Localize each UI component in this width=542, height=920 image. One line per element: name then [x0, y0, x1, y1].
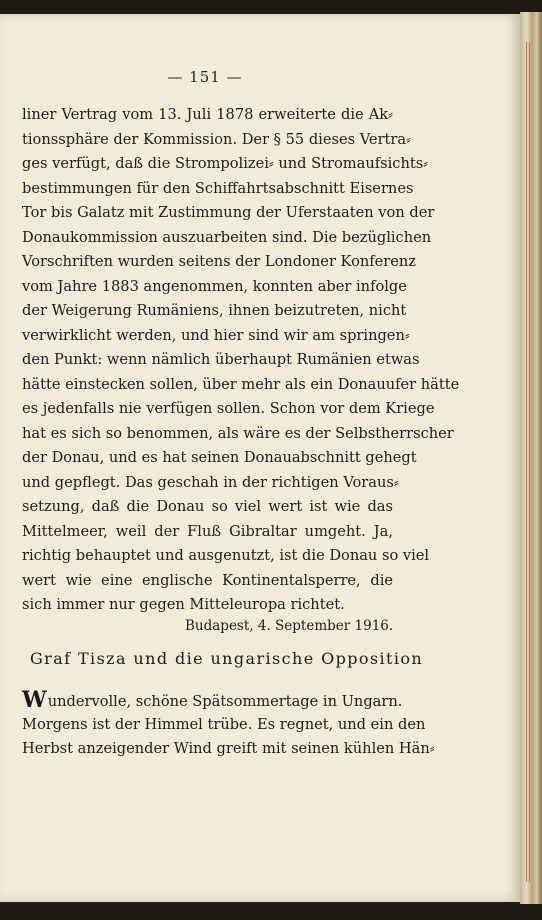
page-edge-line: [529, 42, 530, 882]
body-text-line: ges verfügt, daß die Strompolizei⸗ und Stromaufsichts⸗: [22, 155, 429, 172]
body-text-line: Donaukommission auszuarbeiten sind. Die bezüglichen: [22, 228, 432, 246]
body-text-line: den Punkt: wenn nämlich überhaupt Rumänien etwas: [22, 351, 420, 368]
body-text-line: liner Vertrag vom 13. Juli 1878 erweiterte die Ak⸗: [22, 106, 393, 123]
body-text-line: tionssphäre der Kommission. Der § 55 dieses Vertra⸗: [22, 130, 411, 148]
body-text-line: Mittelmeer, weil der Fluß Gibraltar umgeht. Ja,: [22, 522, 393, 540]
drop-cap: W: [22, 687, 47, 713]
page-number: — 151 —: [167, 68, 243, 86]
body-text-line: Morgens ist der Himmel trübe. Es regnet, und ein den: [22, 715, 426, 733]
body-text-line: Vorschriften wurden seitens der Londoner Konferenz: [22, 253, 416, 270]
body-text-line: setzung, daß die Donau so viel wert ist wie das: [22, 498, 393, 515]
body-text-line: der Donau, und es hat seinen Donauabschnitt gehegt: [22, 449, 417, 466]
body-text-line: bestimmungen für den Schiffahrtsabschnitt Eisernes: [22, 179, 414, 197]
body-text-line: verwirklicht werden, und hier sind wir am springen⸗: [22, 326, 410, 344]
dateline: Budapest, 4. September 1916.: [185, 618, 394, 634]
section-first-line: [22, 687, 403, 713]
body-text-line: der Weigerung Rumäniens, ihnen beizutreten, nicht: [22, 302, 407, 319]
body-text-line: vom Jahre 1883 angenommen, konnten aber infolge: [22, 277, 407, 295]
body-text-line: hätte einstecken sollen, über mehr als ein Donauufer hätte: [22, 375, 460, 393]
body-text-line: sich immer nur gegen Mitteleuropa richtet.: [22, 596, 345, 613]
body-text-line: es jedenfalls nie verfügen sollen. Schon vor dem Kriege: [22, 400, 435, 417]
section-first-line-text: undervolle, schöne Spätsommertage in Ungarn.: [47, 693, 403, 710]
body-text-line: wert wie eine englische Kontinentalsperre, die: [22, 571, 393, 589]
page-edge-line: [526, 42, 527, 882]
body-text-line: richtig behauptet und ausgenutzt, ist die Donau so viel: [22, 547, 430, 564]
body-text-line: Herbst anzeigender Wind greift mit seinen kühlen Hän⸗: [22, 740, 435, 757]
body-text-line: und gepflegt. Das geschah in der richtigen Voraus⸗: [22, 473, 399, 491]
book-page-edges: [520, 12, 542, 904]
body-text-line: hat es sich so benommen, als wäre es der Selbstherrscher: [22, 424, 454, 442]
section-heading: Graf Tisza und die ungarische Opposition: [30, 649, 424, 668]
body-text-line: Tor bis Galatz mit Zustimmung der Uferstaaten von der: [22, 204, 435, 221]
